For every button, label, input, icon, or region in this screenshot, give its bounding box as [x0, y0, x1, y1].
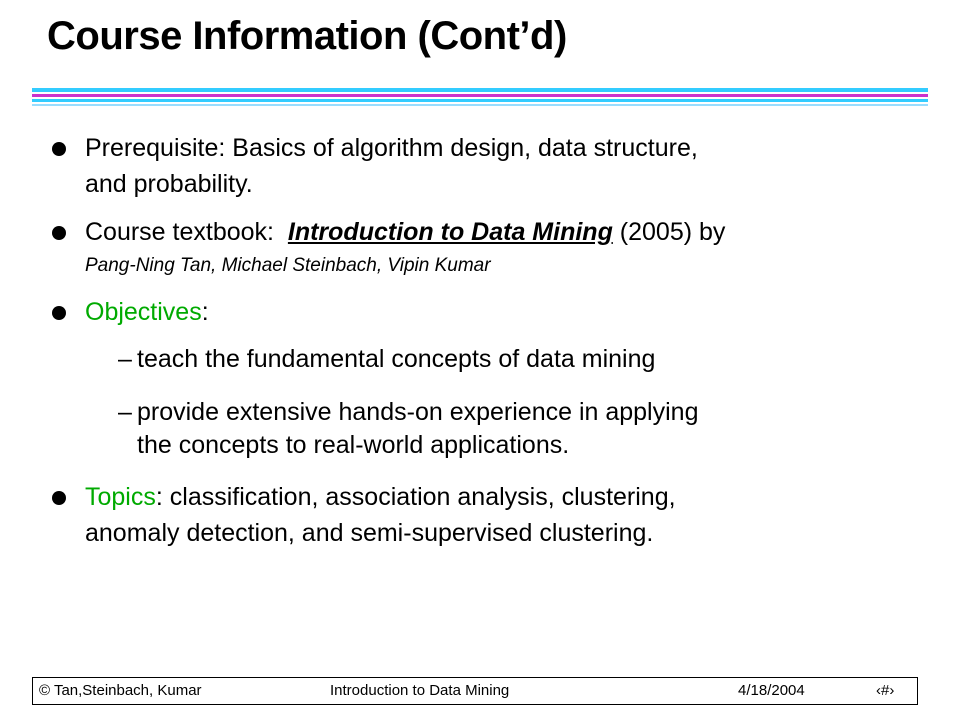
bullet-icon	[52, 226, 66, 240]
bullet-icon	[52, 306, 66, 320]
objectives-colon: :	[201, 298, 209, 326]
objectives-heading	[85, 297, 209, 327]
dash-icon: –	[118, 398, 132, 426]
footer-course-name: Introduction to Data Mining	[330, 682, 510, 699]
textbook-suffix: (2005) by	[612, 218, 726, 246]
textbook-title: Introduction to Data Mining	[287, 218, 613, 246]
title-rule-magenta	[32, 94, 928, 97]
dash-icon: –	[118, 345, 132, 373]
topics-line-2: anomaly detection, and semi-supervised clustering.	[85, 519, 654, 547]
textbook-line	[85, 217, 725, 247]
topics-label: Topics	[85, 483, 156, 511]
textbook-prefix: Course textbook:	[85, 218, 288, 246]
footer-copyright: © Tan,Steinbach, Kumar	[39, 682, 202, 699]
objective-item-1: teach the fundamental concepts of data mining	[137, 345, 656, 373]
footer-slide-number: ‹#›	[876, 682, 895, 699]
topics-text: : classification, association analysis, clustering,	[155, 483, 676, 511]
objective-item-2-line-2: the concepts to real-world applications.	[137, 431, 570, 459]
prerequisite-line-2: and probability.	[85, 170, 253, 198]
title-rule-cyan-bottom	[32, 99, 928, 102]
title-rule-light	[32, 104, 928, 106]
prerequisite-line-1: Prerequisite: Basics of algorithm design, data structure,	[85, 134, 698, 162]
bullet-icon	[52, 491, 66, 505]
topics-line-1	[85, 482, 676, 512]
slide-footer	[32, 677, 918, 705]
objectives-label: Objectives	[85, 298, 202, 326]
textbook-authors: Pang-Ning Tan, Michael Steinbach, Vipin Kumar	[85, 255, 491, 276]
title-rule-cyan-top	[32, 88, 928, 92]
slide-title: Course Information (Cont’d)	[47, 14, 567, 58]
footer-date: 4/18/2004	[738, 682, 805, 699]
objective-item-2-line-1: provide extensive hands-on experience in applying	[137, 398, 699, 426]
bullet-icon	[52, 142, 66, 156]
